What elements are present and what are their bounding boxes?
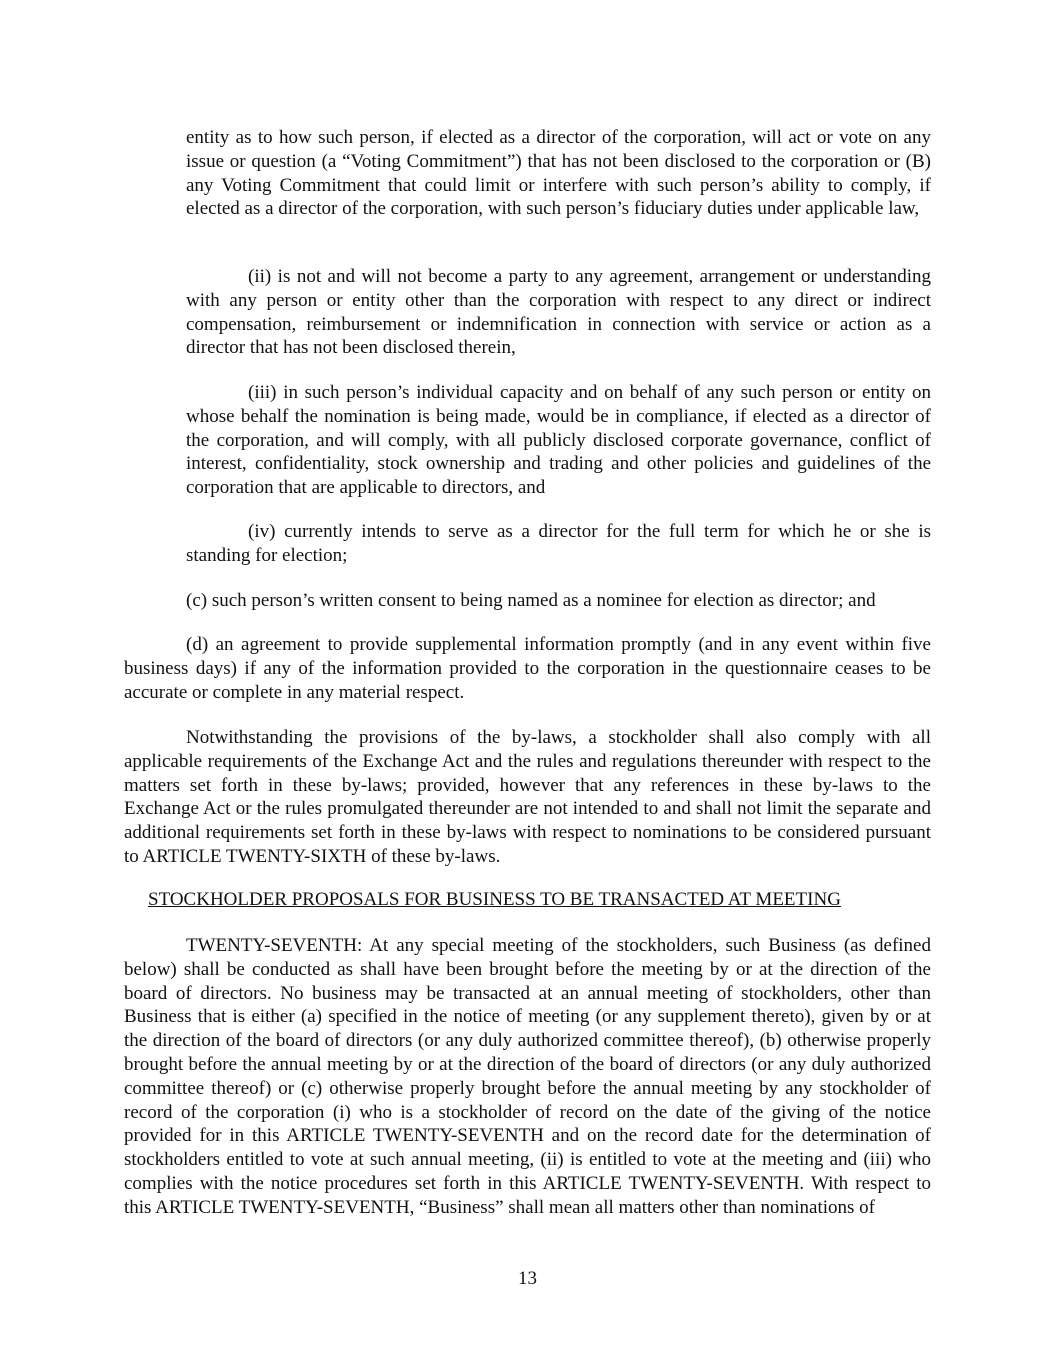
paragraph-item-d: (d) an agreement to provide supplemental information promptly (and in any event within five business days) if any of the information provided to the corporation in the questionnaire ceases to be accurate or complete in any material respect.: [124, 634, 931, 703]
paragraph-voting-commitment: entity as to how such person, if elected as a director of the corporation, will act or vote on any issue or question (a “Voting Commitment”) that has not been disclosed to the corporation or (B) any Voting Commitment that could limit or interfere with such person’s ability to comply, if elected as a director of the corporation, with such person’s fiduciary duties under applicable law,: [186, 127, 931, 220]
page-number: 13: [518, 1268, 537, 1289]
section-heading: STOCKHOLDER PROPOSALS FOR BUSINESS TO BE TRANSACTED AT MEETING: [148, 889, 841, 910]
paragraph-item-ii: (ii) is not and will not become a party to any agreement, arrangement or understanding with any person or entity other than the corporation with respect to any direct or indirect compensation, reimbursement or indemnification in connection with service or action as a director that has not been disclosed therein,: [186, 266, 931, 359]
paragraph-item-iv: (iv) currently intends to serve as a director for the full term for which he or she is standing for election;: [186, 521, 931, 566]
paragraph-item-c: (c) such person’s written consent to being named as a nominee for election as director; and: [186, 590, 876, 611]
paragraph-twenty-seventh: TWENTY-SEVENTH: At any special meeting of the stockholders, such Business (as defined below) shall be conducted as shall have been brought before the meeting by or at the direction of the board of directors. No business may be transacted at an annual meeting of stockholders, other than Business that is either (a) specified in the notice of meeting (or any supplement thereto), given by or at the direction of the board of directors (or any duly authorized committee thereof), (b) otherwise properly brought before the annual meeting by or at the direction of the board of directors (or any duly authorized committee thereof) or (c) otherwise properly brought before the annual meeting by any stockholder of record of the corporation (i) who is a stockholder of record on the date of the giving of the notice provided for in this ARTICLE TWENTY-SEVENTH and on the record date for the determination of stockholders entitled to vote at such annual meeting, (ii) is entitled to vote at the meeting and (iii) who complies with the notice procedures set forth in this ARTICLE TWENTY-SEVENTH. With respect to this ARTICLE TWENTY-SEVENTH, “Business” shall mean all matters other than nominations of: [124, 935, 931, 1218]
paragraph-exchange-act: Notwithstanding the provisions of the by-laws, a stockholder shall also comply with all applicable requirements of the Exchange Act and the rules and regulations thereunder with respect to the matters set forth in these by-laws; provided, however that any references in these by-laws to the Exchange Act or the rules promulgated thereunder are not intended to and shall not limit the separate and additional requirements set forth in these by-laws with respect to nominations to be considered pursuant to ARTICLE TWENTY-SIXTH of these by-laws.: [124, 727, 931, 867]
paragraph-item-iii: (iii) in such person’s individual capacity and on behalf of any such person or entity on whose behalf the nomination is being made, would be in compliance, if elected as a director of the corporation, and will comply, with all publicly disclosed corporate governance, conflict of interest, confidentiality, stock ownership and trading and other policies and guidelines of the corporation that are applicable to directors, and: [186, 382, 931, 499]
